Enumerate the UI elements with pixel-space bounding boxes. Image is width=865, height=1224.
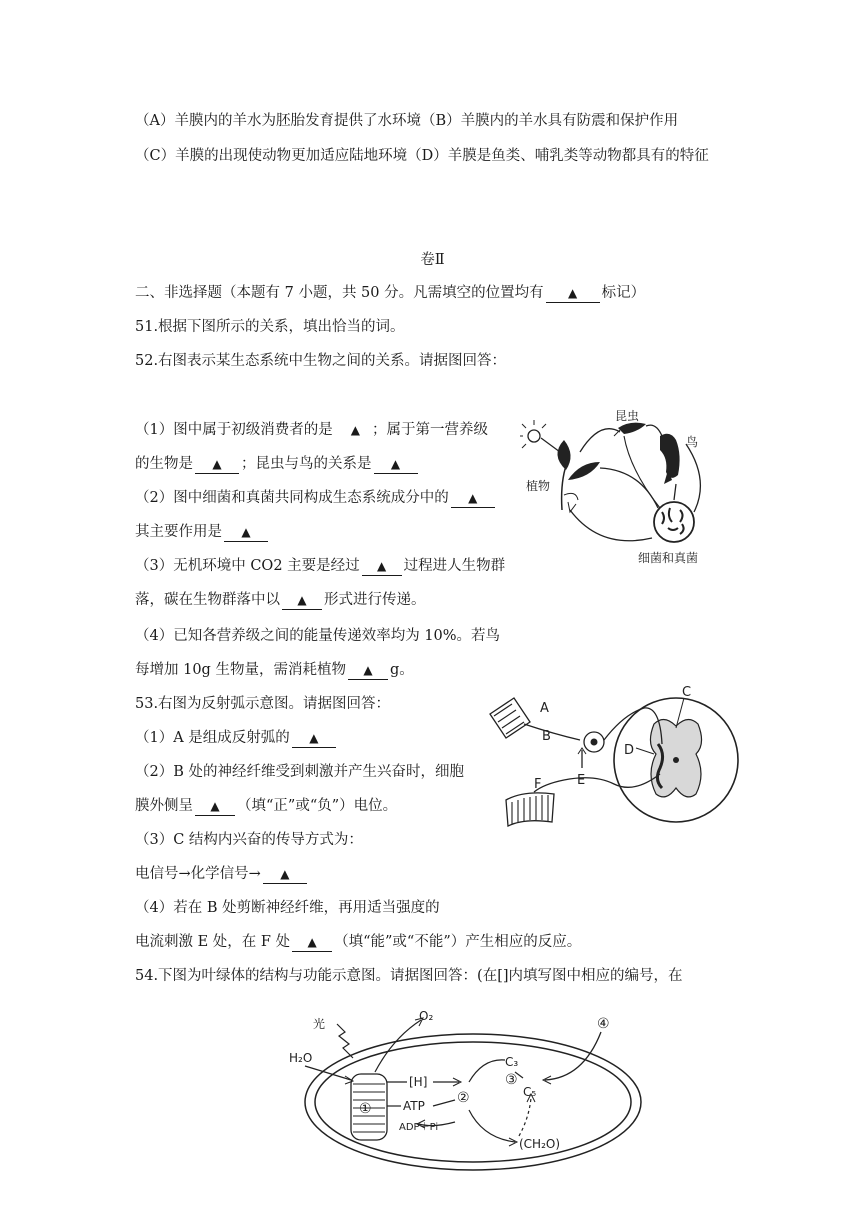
insect-icon: [614, 423, 646, 436]
question-53-title: 53.右图为反射弧示意图。请据图回答：: [135, 696, 391, 712]
label-o2: O₂: [419, 1009, 434, 1023]
label-n1: ①: [359, 1101, 372, 1117]
q52-p3a: （3）无机环境中 CO2 主要是经过: [135, 558, 360, 574]
plant-icon: [557, 440, 600, 510]
instruction-text: 二、非选择题（本题有 7 小题，共 50 分。凡需填空的位置均有: [135, 285, 544, 301]
sun-icon: [520, 420, 560, 452]
q52-part2: [135, 488, 497, 508]
label-b: B: [542, 729, 551, 744]
answer-blank: ▲: [546, 284, 600, 303]
q52-part3: [135, 556, 505, 576]
label-h2o: H₂O: [289, 1051, 313, 1065]
label-n4: ④: [597, 1016, 610, 1032]
label-a: A: [540, 701, 549, 716]
reflex-arc-diagram: [484, 684, 754, 844]
q52-p2a: （2）图中细菌和真菌共同构成生态系统成分中的: [135, 490, 449, 506]
q52-p3b: 过程进人生物群: [403, 558, 506, 574]
q52-p2b: 其主要作用是: [135, 524, 222, 540]
q53-part3: （3）C 结构内兴奋的传导方式为：: [135, 832, 363, 848]
q53-part1: [135, 728, 338, 748]
q53-p2c: （填“正”或“负”）电位。: [237, 798, 398, 814]
label-h: [H]: [409, 1075, 428, 1089]
label-n3: ③: [505, 1072, 518, 1088]
q52-p4c: g。: [389, 662, 414, 678]
q53-part2: （2）B 处的神经纤维受到刺激并产生兴奋时，细胞: [135, 764, 464, 780]
label-bird: 鸟: [686, 435, 699, 449]
q53-part4: （4）若在 B 处剪断神经纤维，再用适当强度的: [135, 900, 440, 916]
label-adp: ADP＋Pi: [399, 1122, 439, 1133]
q53-p3b: 电信号→化学信号→: [135, 866, 261, 882]
answer-blank: ▲: [362, 557, 402, 576]
question-52-title: 52.右图表示某生态系统中生物之间的关系。请据图回答：: [135, 353, 507, 369]
answer-blank: ▲: [374, 455, 418, 474]
answer-blank: ▲: [195, 455, 239, 474]
q53-p2b: 膜外侧呈: [135, 798, 193, 814]
q52-part2-cont: [135, 522, 270, 542]
answer-blank: ▲: [451, 489, 495, 508]
label-light: 光: [313, 1017, 326, 1031]
answer-blank: ▲: [263, 865, 307, 884]
option-line-cd: （C）羊膜的出现使动物更加适应陆地环境（D）羊膜是鱼类、哺乳类等动物都具有的特征: [135, 148, 709, 164]
effector-icon: [506, 793, 554, 826]
chloroplast-diagram: [283, 998, 653, 1184]
answer-blank: ▲: [224, 523, 268, 542]
question-54-title: 54.下图为叶绿体的结构与功能示意图。请据图回答：(在[]内填写图中相应的编号，在: [135, 968, 683, 984]
q52-p4b: 每增加 10g 生物量，需消耗植物: [135, 662, 346, 678]
label-e: E: [577, 773, 586, 788]
label-ch2o: (CH₂O): [519, 1137, 561, 1151]
bird-icon: [660, 434, 680, 484]
section-title: 卷Ⅱ: [420, 252, 445, 268]
label-decomposer: 细菌和真菌: [638, 551, 699, 565]
q52-part4-cont: [135, 660, 414, 680]
instruction: [135, 283, 645, 303]
q53-p4c: （填“能”或“不能”）产生相应的反应。: [334, 934, 582, 950]
answer-blank: ▲: [292, 729, 336, 748]
question-51: 51.根据下图所示的关系，填出恰当的词。: [135, 319, 405, 335]
answer-blank: ▲: [195, 797, 235, 816]
answer-blank: ▲: [348, 661, 388, 680]
answer-marker: ▲: [350, 423, 360, 437]
q53-p4b: 电流刺激 E 处，在 F 处: [135, 934, 291, 950]
spinal-cord-icon: [614, 698, 738, 822]
label-c5: C₅: [523, 1085, 537, 1099]
q53-part4-cont: [135, 932, 581, 952]
q52-p1a: （1）图中属于初级消费者的是: [135, 422, 333, 438]
answer-blank: ▲: [292, 933, 332, 952]
receptor-icon: [490, 698, 530, 738]
q53-p1: （1）A 是组成反射弧的: [135, 730, 290, 746]
q52-p3d: 形式进行传递。: [324, 592, 426, 608]
label-plant: 植物: [526, 479, 551, 493]
instruction-end: 标记）: [601, 285, 646, 301]
q52-p1d: ；昆虫与鸟的关系是: [241, 456, 372, 472]
answer-blank: ▲: [282, 591, 322, 610]
q52-p1b: ；属于第一营养级: [371, 422, 488, 438]
label-atp: ATP: [403, 1099, 425, 1113]
label-d: D: [624, 743, 635, 758]
q52-part3-cont: [135, 590, 426, 610]
q52-p1c: 的生物是: [135, 456, 193, 472]
ecosystem-diagram: [520, 400, 735, 570]
q53-part2-cont: [135, 796, 397, 816]
q53-part3-cont: [135, 864, 309, 884]
label-c: C: [682, 685, 692, 700]
q52-part1-cont: [135, 454, 420, 474]
q52-part1: [135, 420, 488, 440]
label-insect: 昆虫: [615, 409, 640, 423]
label-c3: C₃: [505, 1055, 519, 1069]
q52-p3c: 落，碳在生物群落中以: [135, 592, 280, 608]
label-f: F: [534, 777, 542, 792]
label-n2: ②: [457, 1090, 470, 1106]
option-line-ab: （A）羊膜内的羊水为胚胎发育提供了水环境（B）羊膜内的羊水具有防震和保护作用: [135, 113, 679, 129]
q52-part4: （4）已知各营养级之间的能量传递效率均为 10%。若鸟: [135, 628, 501, 644]
